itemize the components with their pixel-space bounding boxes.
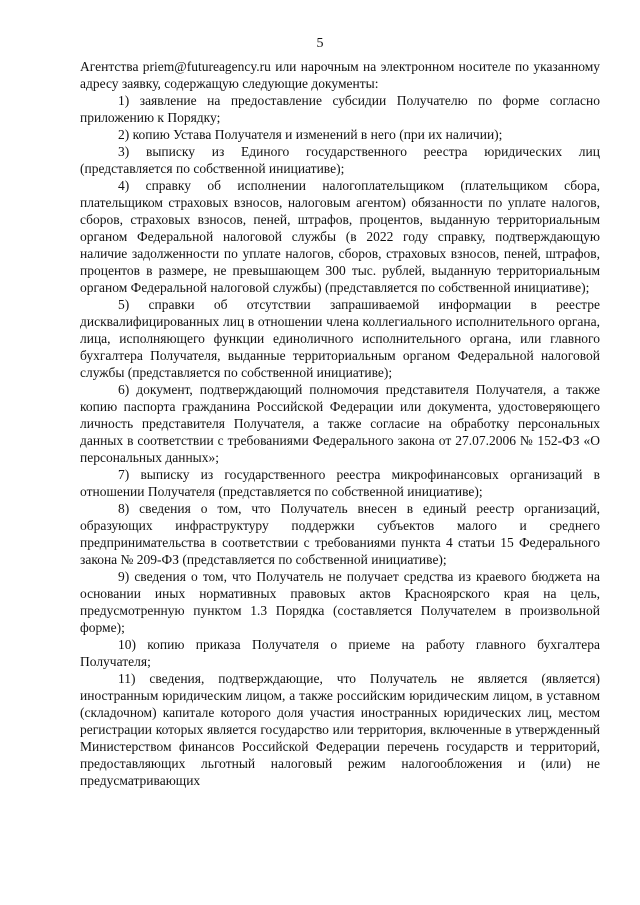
list-item-7: 7) выписку из государственного реестра микрофинансовых организаций в отношении Получателя (представляется по собственной инициативе); bbox=[80, 467, 600, 499]
list-item-1: 1) заявление на предоставление субсидии Получателю по форме согласно приложению к Порядку; bbox=[80, 93, 600, 125]
list-item-4: 4) справку об исполнении налогоплательщиком (плательщиком сбора, плательщиком страховых взносов, налоговым агентом) обязанности по уплате налогов, сборов, страховых взносов, пеней, штрафов, процентов, выданную территориальным органом Федеральной налоговой службы (в 2022 году справку, подтверждающую наличие задолженности по уплате налогов, сборов, страховых взносов, пеней, штрафов, процентов в размере, не превышающем 300 тыс. рублей, выданную территориальным органом Федеральной налоговой службы) (представляется по собственной инициативе); bbox=[80, 178, 600, 295]
page-number: 5 bbox=[316, 36, 324, 51]
list-item-5: 5) справки об отсутствии запрашиваемой информации в реестре дисквалифицированных лиц в отношении члена коллегиального исполнительного органа, лица, исполняющего функции единоличного исполнительного органа, или главного бухгалтера Получателя, выданные территориальным органом Федеральной налоговой службы (представляется по собственной инициативе); bbox=[80, 297, 600, 380]
list-item-3: 3) выписку из Единого государственного реестра юридических лиц (представляется по собственной инициативе); bbox=[80, 144, 600, 176]
document-body bbox=[80, 58, 600, 789]
list-item-2: 2) копию Устава Получателя и изменений в него (при их наличии); bbox=[118, 127, 503, 142]
list-item-9: 9) сведения о том, что Получатель не получает средства из краевого бюджета на основании иных нормативных правовых актов Красноярского края на цель, предусмотренную пунктом 1.3 Порядка (составляется Получателем в произвольной форме); bbox=[80, 569, 600, 635]
list-item-10: 10) копию приказа Получателя о приеме на работу главного бухгалтера Получателя; bbox=[80, 637, 600, 669]
list-item-6: 6) документ, подтверждающий полномочия представителя Получателя, а также копию паспорта гражданина Российской Федерации или документа, удостоверяющего личность представителя Получателя, а также согласие на обработку персональных данных в соответствии с требованиями Федерального закона от 27.07.2006 № 152-ФЗ «О персональных данных»; bbox=[80, 382, 600, 465]
paragraph-intro: Агентства priem@futureagency.ru или нарочным на электронном носителе по указанному адресу заявку, содержащую следующие документы: bbox=[80, 59, 600, 91]
list-item-11: 11) сведения, подтверждающие, что Получатель не является (является) иностранным юридическим лицом, а также российским юридическим лицом, в уставном (складочном) капитале которого доля участия иностранных юридических лиц, местом регистрации которых является государство или территория, включенные в утвержденный Министерством финансов Российской Федерации перечень государств и территорий, предоставляющих льготный налоговый режим налогообложения и (или) не предусматривающих bbox=[80, 671, 600, 788]
list-item-8: 8) сведения о том, что Получатель внесен в единый реестр организаций, образующих инфраструктуру поддержки субъектов малого и среднего предпринимательства в соответствии с требованиями пункта 4 статьи 15 Федерального закона № 209-ФЗ (представляется по собственной инициативе); bbox=[80, 501, 600, 567]
